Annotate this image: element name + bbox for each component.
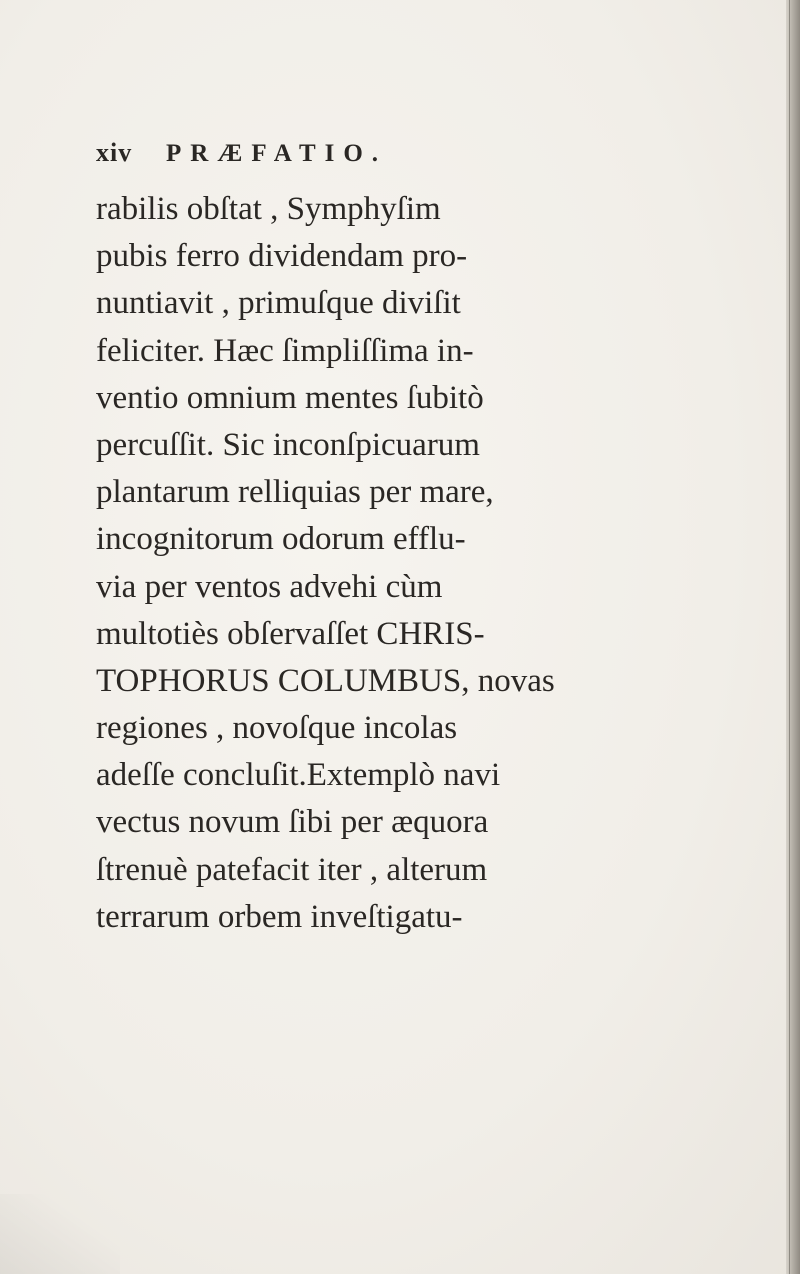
text-line: plantarum relliquias per mare, — [96, 474, 494, 511]
text-line: TOPHORUS COLUMBUS, novas — [96, 662, 555, 699]
text-line: vectus novum ſibi per æquora — [96, 804, 489, 841]
text-line: ventio omnium mentes ſubitò — [96, 379, 484, 416]
running-head: PRÆFATIO. — [166, 140, 388, 167]
text-line: rabilis obſtat , Symphyſim — [96, 191, 441, 227]
text-line: regiones , novoſque incolas — [96, 710, 458, 747]
text-line: pubis ferro dividendam pro- — [96, 238, 468, 275]
text-line: incognitorum odorum efflu- — [96, 521, 466, 558]
page-edge-line — [789, 0, 790, 1274]
text-line: percuſſit. Sic inconſpicuarum — [96, 426, 480, 463]
text-line: via per ventos advehi cùm — [96, 568, 443, 605]
text-line: ſtrenuè patefacit iter , alterum — [96, 851, 488, 888]
text-line: multotiès obſervaſſet CHRIS- — [96, 615, 485, 652]
text-line: nuntiavit , primuſque diviſit — [96, 285, 461, 322]
page-number: xiv — [96, 138, 133, 167]
text-line: adeſſe concluſit.Extemplò navi — [96, 757, 501, 794]
text-line: feliciter. Hæc ſimpliſſima in- — [96, 332, 474, 369]
page-corner-shadow — [0, 1194, 120, 1274]
page-header — [96, 138, 387, 174]
body-text — [96, 186, 786, 941]
text-line: terrarum orbem inveſtigatu- — [96, 898, 463, 935]
